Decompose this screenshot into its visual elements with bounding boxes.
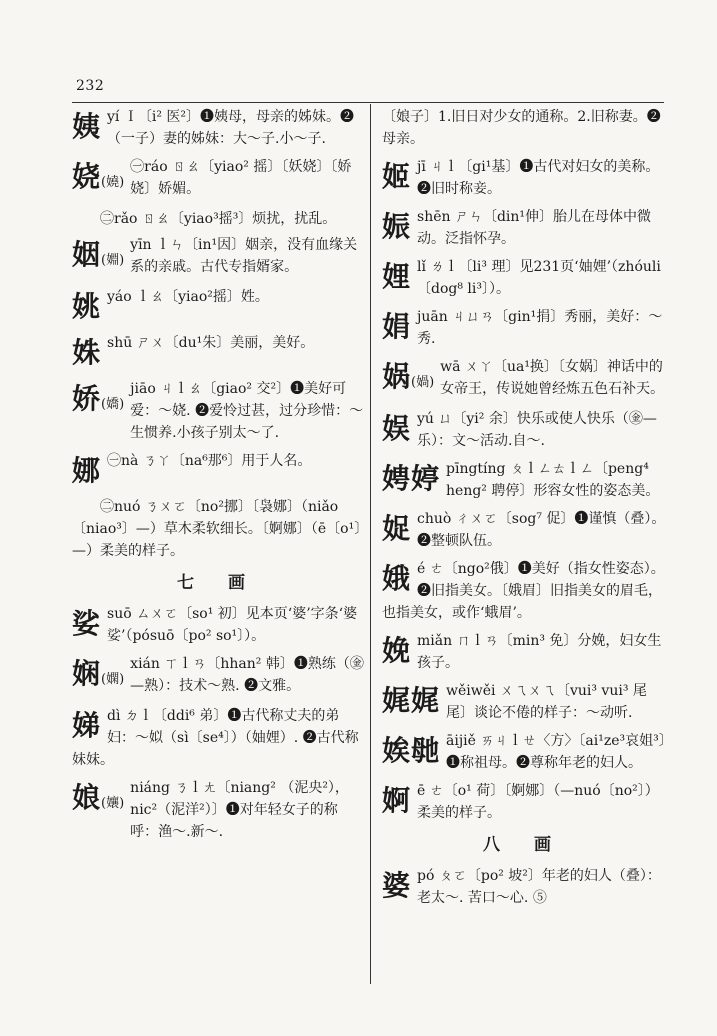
section-heading-eight-strokes: 八 画: [483, 835, 565, 855]
entry-definition: ㊀nà ㄋㄚ〔na⁶那⁶〕用于人名。: [107, 453, 312, 469]
entry-xian: [72, 653, 364, 699]
entry-weiwei: [382, 680, 666, 724]
headword: [382, 258, 411, 296]
entry-definition: āijiě ㄞㄐｌㄝ〈方〉〔ai¹ze³哀姐³〕❶称祖母。❷尊称年老的妇人。: [446, 733, 666, 771]
entry-na: [72, 450, 364, 490]
headword: [382, 682, 440, 720]
entry-definition: é ㄜ〔ngo²俄〕❶美好（指女性姿态）。❷旧指美女。〔娥眉〕旧指美女的眉毛，也指美女，或作‘蛾眉’。: [382, 561, 665, 621]
headword-char: 娆: [72, 160, 102, 193]
entry-definition: ē ㄜ〔o¹ 荷〕〔婀娜〕（—nuó〔no²〕）柔美的样子。: [417, 783, 659, 821]
entry-shen: [382, 206, 666, 250]
headword-char: 娣: [72, 709, 102, 742]
headword-char: 娟: [382, 310, 412, 343]
entry-aijie: [382, 730, 666, 774]
headword: [382, 308, 411, 346]
entry-definition: jiāo ㄐｌㄠ〔giao² 交²〕❶美好可爱：～娆. ❷爱怜过甚，过分珍惜：～生惯养.小孩子别太～了.: [130, 381, 364, 441]
entry-definition: suō ㄙㄨㄛ〔so¹ 初〕见本页‘婆’字条‘婆娑’（pósuō〔po² so¹〕）。: [107, 606, 358, 644]
entry-yao: [72, 286, 364, 326]
entry-ji: [382, 156, 666, 200]
headword: [382, 208, 411, 246]
headword-char: 娉婷: [382, 462, 441, 495]
entry-yi: [72, 106, 364, 150]
headword-char: 姝: [72, 336, 102, 369]
entry-definition: ㊀ráo ㄖㄠ〔yiao² 摇〕〔妖娆〕〔娇娆〕娇媚。: [130, 159, 352, 197]
headword-char: 婆: [382, 869, 412, 902]
entry-pingting: [382, 458, 666, 502]
entry-continuation: 〔娘子〕1.旧日对少女的通称。2.旧称妻。❷母亲。: [382, 109, 661, 147]
headword-char: 姚: [72, 290, 102, 323]
entry-definition: dì ㄉｌ〔ddi⁶ 弟〕❶古代称丈夫的弟妇：～姒（sì〔se⁴〕）（妯娌）. ❷古代称妹妹。: [72, 708, 359, 768]
headword-char: 娓娓: [382, 684, 441, 717]
traditional-form: (媧): [411, 375, 435, 390]
entry-definition: chuò ㄔㄨㄛ〔sog⁷ 促〕❶谨慎（叠）。❷整顿队伍。: [417, 511, 666, 549]
header-rule: [72, 102, 664, 103]
entry-definition: shēn ㄕㄣ〔din¹伸〕胎儿在母体中微动。泛指怀孕。: [417, 209, 652, 247]
entry-mian: [382, 630, 666, 674]
entry-definition: shū ㄕㄨ〔du¹朱〕美丽，美好。: [107, 335, 315, 351]
headword-char: 娭毑: [382, 734, 441, 767]
entry-definition: lǐ ㄌｌ〔li³ 理〕见231页‘妯娌’（zhóuli〔dog⁸ li³〕）。: [417, 259, 661, 297]
entry-chuo: [382, 508, 666, 552]
headword-char: 娱: [382, 412, 412, 445]
entry-definition: yí Ｉ〔i² 医²〕❶姨母，母亲的姊妹。❷（一子）妻的姊妹：大～子.小～子.: [107, 109, 355, 147]
headword-char: 婀: [382, 784, 412, 817]
right-column: [382, 106, 666, 915]
headword-char: 娇: [72, 382, 102, 415]
column-divider: [370, 104, 371, 984]
traditional-form: (孃): [101, 796, 125, 811]
left-column: [72, 106, 364, 849]
entry-e: [382, 558, 666, 624]
headword-char: 娲: [382, 360, 412, 393]
entry-definition: pó ㄆㄛ〔po² 坡²〕年老的妇人（叠）：老太～. 苦口～心. ⑤: [417, 868, 661, 906]
headword-char: 娘: [72, 781, 102, 814]
traditional-form: (嫻): [101, 672, 125, 687]
headword-char: 娩: [382, 634, 412, 667]
entry-yu: [382, 408, 666, 452]
headword-char: 娠: [382, 210, 412, 243]
headword: [72, 236, 124, 280]
headword: [382, 158, 411, 196]
headword-char: 娥: [382, 562, 412, 595]
page-number: 232: [76, 78, 105, 94]
entry-jiao: [72, 378, 364, 444]
headword: [382, 460, 440, 498]
headword: [72, 605, 101, 643]
entry-niang: [72, 777, 364, 843]
headword: [382, 867, 411, 905]
headword: [72, 288, 101, 326]
headword: [72, 452, 101, 490]
section-heading-seven-strokes: 七 画: [177, 573, 259, 593]
entry-definition: pīngtíng ㄆｌㄥㄊｌㄥ〔peng⁴ heng² 聘停〕形容女性的姿态美。: [446, 461, 660, 499]
headword: [382, 732, 440, 770]
traditional-form: (嬈): [101, 175, 125, 190]
traditional-form: (婣): [101, 253, 125, 268]
entry-definition: jī ㄐｌ〔gi¹基〕❶古代对妇女的美称。❷旧时称妾。: [417, 159, 660, 197]
entry-shu: [72, 332, 364, 372]
entry-definition: yú ㄩ〔yi² 余〕快乐或使人快乐（㊎—乐）：文～活动.自～.: [417, 411, 657, 449]
headword: [72, 655, 124, 699]
headword-char: 娌: [382, 260, 412, 293]
entry-wa: [382, 356, 666, 402]
headword-char: 姻: [72, 238, 102, 271]
headword: [72, 380, 124, 424]
headword-char: 姬: [382, 160, 412, 193]
traditional-form: (嬌): [101, 397, 125, 412]
entry-e2: [382, 780, 666, 824]
entry-definition: niáng ㄋｌㄤ〔niang² （泥央²），nic²（泥洋²）〕❶对年轻女子的称呼：渔～.新～.: [130, 780, 349, 840]
headword: [382, 632, 411, 670]
entry-li: [382, 256, 666, 300]
headword: [382, 560, 411, 598]
headword-char: 娜: [72, 454, 102, 487]
entry-suo: [72, 603, 364, 647]
headword: [382, 358, 434, 402]
headword: [382, 510, 411, 548]
entry-definition: miǎn ㄇｌㄢ〔min³ 免〕分娩，妇女生孩子。: [417, 633, 662, 671]
entry-definition: juān ㄐㄩㄢ〔gin¹捐〕秀丽，美好：～秀.: [417, 309, 663, 347]
entry-definition: wā ㄨㄚ〔ua¹换〕〔女娲〕神话中的女帝王，传说她曾经炼五色石补天。: [440, 359, 665, 397]
entry-definition: yīn ｌㄣ〔in¹因〕姻亲，没有血缘关系的亲戚。古代专指婿家。: [130, 237, 358, 275]
headword: [382, 782, 411, 820]
entry-di: [72, 705, 364, 771]
headword: [72, 779, 124, 823]
entry-juan: [382, 306, 666, 350]
headword: [382, 410, 411, 448]
headword: [72, 334, 101, 372]
headword: [72, 707, 101, 745]
entry-rao: [72, 156, 364, 202]
entry-yin: [72, 234, 364, 280]
entry-subsense: ㊁nuó ㄋㄨㄛ〔no²挪〕〔袅娜〕（niǎo〔niao³〕—）草木柔软细长。〔婀娜〕（ē〔o¹〕—）柔美的样子。: [72, 499, 362, 559]
entry-definition: xián ㄒｌㄢ〔hhan² 韩〕❶熟练（㊎—熟）：技术～熟. ❷文雅。: [130, 656, 364, 694]
entry-subsense: ㊁rǎo ㄖㄠ〔yiao³摇³〕烦扰，扰乱。: [100, 211, 337, 227]
headword-char: 娖: [382, 512, 412, 545]
headword: [72, 158, 124, 202]
headword-char: 姨: [72, 110, 102, 143]
entry-definition: wěiwěi ㄨㄟㄨㄟ〔vui³ vui³ 尾尾〕谈论不倦的样子：～动听.: [446, 683, 647, 721]
entry-po: [382, 865, 666, 909]
headword-char: 娴: [72, 657, 102, 690]
headword-char: 娑: [72, 607, 102, 640]
headword: [72, 108, 101, 146]
entry-definition: yáo ｌㄠ〔yiao²摇〕姓。: [107, 289, 269, 305]
